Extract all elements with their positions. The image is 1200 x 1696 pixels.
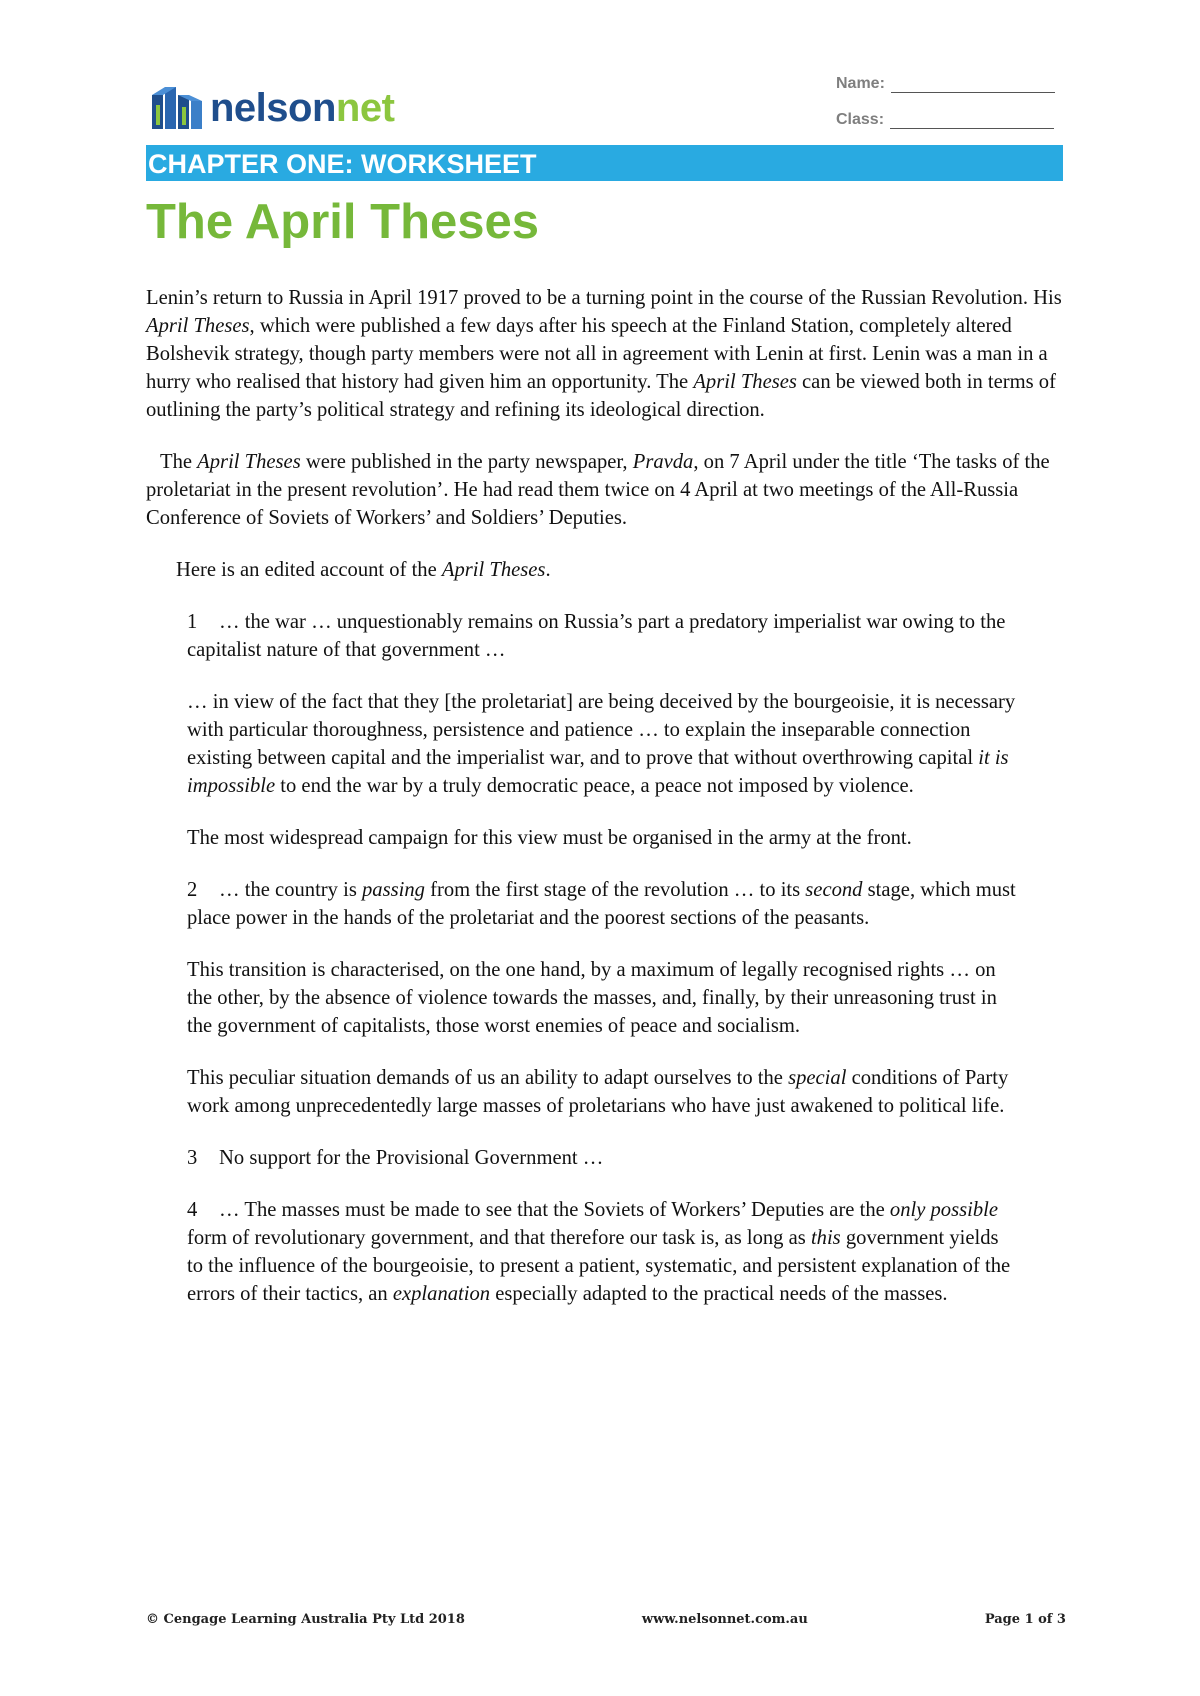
name-blank-line[interactable]	[891, 78, 1055, 93]
name-field	[836, 75, 1055, 93]
thesis-1-paragraph-2	[187, 688, 1017, 800]
footer-url[interactable]: www.nelsonnet.com.au	[641, 1612, 808, 1627]
intro-p2-text-c: , on 7 April under the title ‘The tasks of the proletariat in the present revolution’. He had read them twice on 4 April at two meetings of the All-Russia Conference of Soviets of Workers’ and Soldiers’ Deputies.	[146, 451, 1050, 529]
intro-p1-text-c: can be viewed both in terms of outlining the party’s political strategy and refining its ideological direction.	[146, 371, 1056, 421]
thesis-4-number: 4	[187, 1199, 198, 1221]
logo-wordmark	[210, 88, 394, 128]
intro-p2-text-b: were published in the party newspaper,	[300, 451, 633, 473]
intro-p3-text-a: Here is an edited account of the	[176, 559, 442, 581]
class-field	[836, 111, 1054, 129]
thesis-4-italic-2: this	[810, 1227, 841, 1249]
intro-p2-italic-2: Pravda	[632, 451, 694, 473]
intro-paragraph-2	[146, 448, 1066, 532]
intro-p1-italic-1: April Theses	[146, 315, 250, 337]
thesis-4-text-a: … The masses must be made to see that the Soviets of Workers’ Deputies are the	[219, 1199, 890, 1221]
thesis-2c-italic: special	[788, 1067, 847, 1089]
logo-word-nelson: nelson	[210, 86, 336, 130]
thesis-1-text: … the war … unquestionably remains on Russia’s part a predatory imperialist war owing to the capitalist nature of that government …	[187, 611, 1006, 661]
thesis-2-text-a: … the country is	[219, 879, 362, 901]
page-footer	[146, 1612, 1066, 1627]
intro-p1-text-b: , which were published a few days after his speech at the Finland Station, completely altered Bolshevik strategy, though party members were not all in agreement with Lenin at first. Lenin was a man in a hurry who realised that history had given him an opportunity. The	[146, 315, 1048, 393]
thesis-2-paragraph-3	[187, 1064, 1017, 1120]
thesis-3-number: 3	[187, 1147, 198, 1169]
intro-p1-text-a: Lenin’s return to Russia in April 1917 proved to be a turning point in the course of the Russian Revolution. His	[146, 287, 1062, 309]
theses-extract	[187, 608, 1017, 1308]
class-label: Class:	[836, 111, 885, 128]
nelsonnet-logo-icon	[150, 79, 208, 137]
thesis-1b-text-b: to end the war by a truly democratic peace, a peace not imposed by violence.	[275, 775, 914, 797]
thesis-2-italic-2: second	[805, 879, 863, 901]
thesis-4-italic-1: only possible	[889, 1199, 999, 1221]
thesis-2-paragraph-2: This transition is characterised, on the one hand, by a maximum of legally recognised rights … on the other, by the absence of violence towards the masses, and, finally, by their unreasoning trust in the government of capitalists, those worst enemies of peace and socialism.	[187, 959, 997, 1037]
thesis-2c-text-b: conditions of Party work among unprecedentedly large masses of proletarians who have just awakened to political life.	[187, 1067, 1009, 1117]
thesis-2c-text-a: This peculiar situation demands of us an ability to adapt ourselves to the	[187, 1067, 789, 1089]
thesis-4	[187, 1196, 1017, 1308]
intro-p3-italic-1: April Theses	[441, 559, 546, 581]
intro-p2-italic-1: April Theses	[197, 451, 301, 473]
intro-paragraph-3	[146, 556, 1066, 584]
footer-page-number: Page 1 of 3	[984, 1612, 1066, 1627]
name-label: Name:	[836, 75, 885, 92]
thesis-2-italic-1: passing	[362, 879, 425, 901]
thesis-4-italic-3: explanation	[392, 1283, 491, 1305]
thesis-1	[187, 608, 1017, 664]
class-blank-line[interactable]	[890, 114, 1054, 129]
thesis-2-text-b: from the first stage of the revolution … to its	[424, 879, 806, 901]
logo-word-net: net	[335, 86, 395, 130]
thesis-1b-italic: it is impossible	[187, 747, 1009, 797]
thesis-1-number: 1	[187, 611, 198, 633]
thesis-2-text-c: stage, which must place power in the hands of the proletariat and the poorest sections of the peasants.	[187, 879, 1016, 929]
intro-p1-italic-2: April Theses	[693, 371, 797, 393]
thesis-3	[187, 1144, 1017, 1172]
thesis-2-number: 2	[187, 879, 198, 901]
page-title: The April Theses	[146, 195, 540, 249]
thesis-4-text-c: government yields to the influence of the bourgeoisie, to present a patient, systematic, and persistent explanation of the errors of their tactics, an	[187, 1227, 1011, 1305]
nelsonnet-logo	[150, 78, 394, 138]
intro-paragraph-1	[146, 284, 1066, 424]
thesis-2	[187, 876, 1017, 932]
footer-copyright: © Cengage Learning Australia Pty Ltd 2018	[146, 1612, 465, 1627]
thesis-3-text: No support for the Provisional Government …	[219, 1147, 604, 1169]
thesis-1-paragraph-3: The most widespread campaign for this view must be organised in the army at the front.	[187, 827, 912, 849]
thesis-4-text-b: form of revolutionary government, and that therefore our task is, as long as	[187, 1227, 811, 1249]
thesis-1b-text-a: … in view of the fact that they [the proletariat] are being deceived by the bourgeoisie, it is necessary with particular thoroughness, persistence and patience … to explain the inseparable connection existing between capital and the imperialist war, and to prove that without overthrowing capital	[187, 691, 1016, 769]
worksheet-body	[146, 284, 1066, 1332]
thesis-4-text-d: especially adapted to the practical needs of the masses.	[490, 1283, 948, 1305]
intro-p2-text-a: The	[160, 451, 198, 473]
intro-p3-text-b: .	[545, 559, 551, 581]
chapter-banner: CHAPTER ONE: WORKSHEET	[146, 145, 1063, 181]
